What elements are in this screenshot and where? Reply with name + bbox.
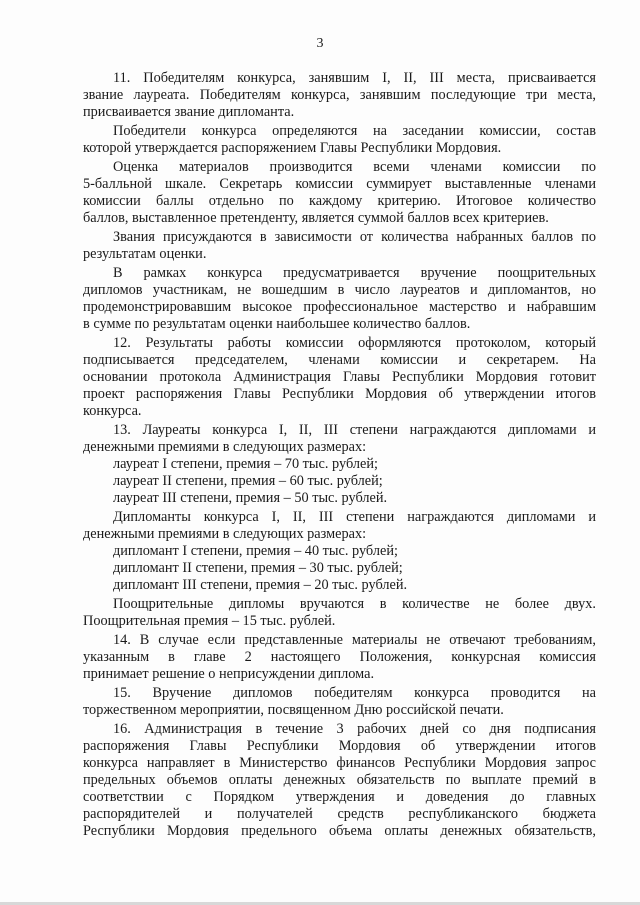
text-line: 16. Администрация в течение 3 рабочих дней со дня подписания: [113, 721, 596, 737]
text-line: денежными премиями в следующих размерах:: [83, 526, 367, 542]
list-item-line: лауреат I степени, премия – 70 тыс. рублей;: [113, 456, 378, 472]
text-line: Республики Мордовия предельного объема оплаты денежных обязательств,: [83, 823, 596, 839]
text-line: продемонстрировавшим высокое профессиональное мастерство и набравшим: [83, 299, 596, 315]
text-line: основании протокола Администрация Главы Республики Мордовия готовит: [83, 369, 596, 385]
page-number: 3: [316, 36, 324, 51]
text-line: баллов, выставленное претенденту, является суммой баллов всех критериев.: [83, 210, 549, 226]
text-line: дипломов участникам, не вошедшим в число лауреатов и дипломантов, но: [83, 282, 596, 298]
text-line: которой утверждается распоряжением Главы Республики Мордовия.: [83, 140, 502, 156]
text-line: подписывается председателем, членами комиссии и секретарем. На: [83, 352, 596, 368]
text-line: 11. Победителям конкурса, занявшим I, II, III места, присваивается: [113, 70, 596, 86]
text-line: звание лауреата. Победителям конкурса, занявшим последующие три места,: [83, 87, 596, 103]
list-item-line: дипломант I степени, премия – 40 тыс. рублей;: [113, 543, 398, 559]
text-line: 15. Вручение дипломов победителям конкурса проводится на: [113, 685, 596, 701]
text-line: комиссии баллы отдельно по каждому критерию. Итоговое количество: [83, 193, 596, 209]
text-line: проект распоряжения Главы Республики Мордовия об утверждении итогов: [83, 386, 596, 402]
text-line: распорядителей и получателей средств республиканского бюджета: [83, 806, 596, 822]
text-line: указанным в главе 2 настоящего Положения, конкурсная комиссия: [83, 649, 596, 665]
text-line: конкурса направляет в Министерство финансов Республики Мордовия запрос: [83, 755, 596, 771]
text-line: торжественном мероприятии, посвященном Дню российской печати.: [83, 702, 504, 718]
text-line: принимает решение о неприсуждении диплома.: [83, 666, 375, 682]
text-line: денежными премиями в следующих размерах:: [83, 439, 367, 455]
text-line: результатам оценки.: [83, 246, 207, 262]
text-line: распоряжения Главы Республики Мордовия об утверждении итогов: [83, 738, 596, 754]
text-line: предельных объемов оплаты денежных обязательств по выплате премий в: [83, 772, 596, 788]
list-item-line: лауреат II степени, премия – 60 тыс. рублей;: [113, 473, 383, 489]
text-line: 14. В случае если представленные материалы не отвечают требованиям,: [113, 632, 596, 648]
text-line: Победители конкурса определяются на заседании комиссии, состав: [113, 123, 596, 139]
list-item-line: дипломант II степени, премия – 30 тыс. рублей;: [113, 560, 403, 576]
text-line: 12. Результаты работы комиссии оформляются протоколом, который: [113, 335, 596, 351]
text-line: Оценка материалов производится всеми членами комиссии по: [113, 159, 596, 175]
text-line: 13. Лауреаты конкурса I, II, III степени награждаются дипломами и: [113, 422, 596, 438]
text-line: В рамках конкурса предусматривается вручение поощрительных: [113, 265, 596, 281]
text-line: 5-балльной шкале. Секретарь комиссии суммирует выставленные членами: [83, 176, 596, 192]
text-line: соответствии с Порядком утверждения и доведения до главных: [83, 789, 596, 805]
text-line: Поощрительные дипломы вручаются в количестве не более двух.: [113, 596, 596, 612]
list-item-line: дипломант III степени, премия – 20 тыс. рублей.: [113, 577, 408, 593]
document-body: [83, 70, 596, 840]
text-line: Дипломанты конкурса I, II, III степени награждаются дипломами и: [113, 509, 596, 525]
text-line: Поощрительная премия – 15 тыс. рублей.: [83, 613, 336, 629]
list-item-line: лауреат III степени, премия – 50 тыс. рублей.: [113, 490, 388, 506]
text-line: в сумме по результатам оценки наибольшее количество баллов.: [83, 316, 471, 332]
text-line: Звания присуждаются в зависимости от количества набранных баллов по: [113, 229, 596, 245]
text-line: конкурса.: [83, 403, 142, 419]
text-line: присваивается звание дипломанта.: [83, 104, 295, 120]
